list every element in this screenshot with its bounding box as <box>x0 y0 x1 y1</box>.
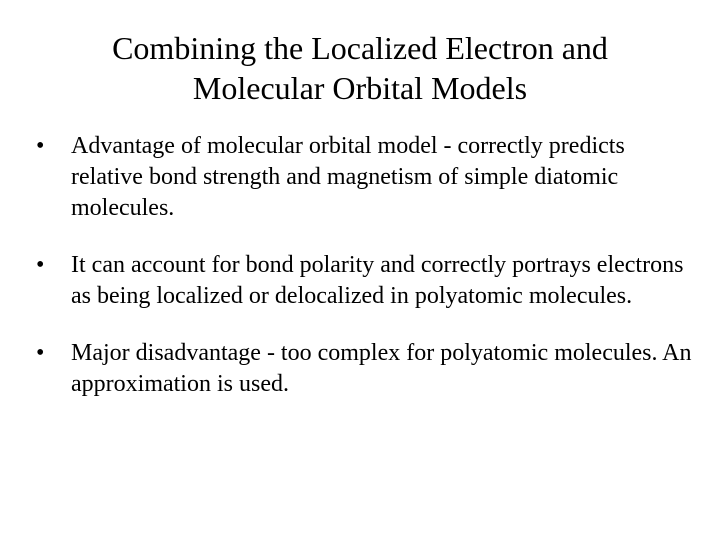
bullet-marker: • <box>36 133 45 159</box>
bullet-item <box>36 338 696 400</box>
slide-title <box>60 28 660 108</box>
bullet-text: Advantage of molecular orbital model - correctly predicts relative bond strength and magnetism of simple diatomic molecules. <box>71 133 625 221</box>
slide-title-line: Combining the Localized Electron and <box>112 30 608 66</box>
bullet-item <box>36 250 696 312</box>
bullet-text: Major disadvantage - too complex for polyatomic molecules. An approximation is used. <box>71 340 692 397</box>
bullet-item <box>36 131 696 224</box>
bullet-marker: • <box>36 252 45 278</box>
bullet-text: It can account for bond polarity and correctly portrays electrons as being localized or delocalized in polyatomic molecules. <box>71 252 684 309</box>
bullet-list <box>36 131 696 426</box>
bullet-marker: • <box>36 340 45 366</box>
slide-title-line: Molecular Orbital Models <box>192 70 528 106</box>
